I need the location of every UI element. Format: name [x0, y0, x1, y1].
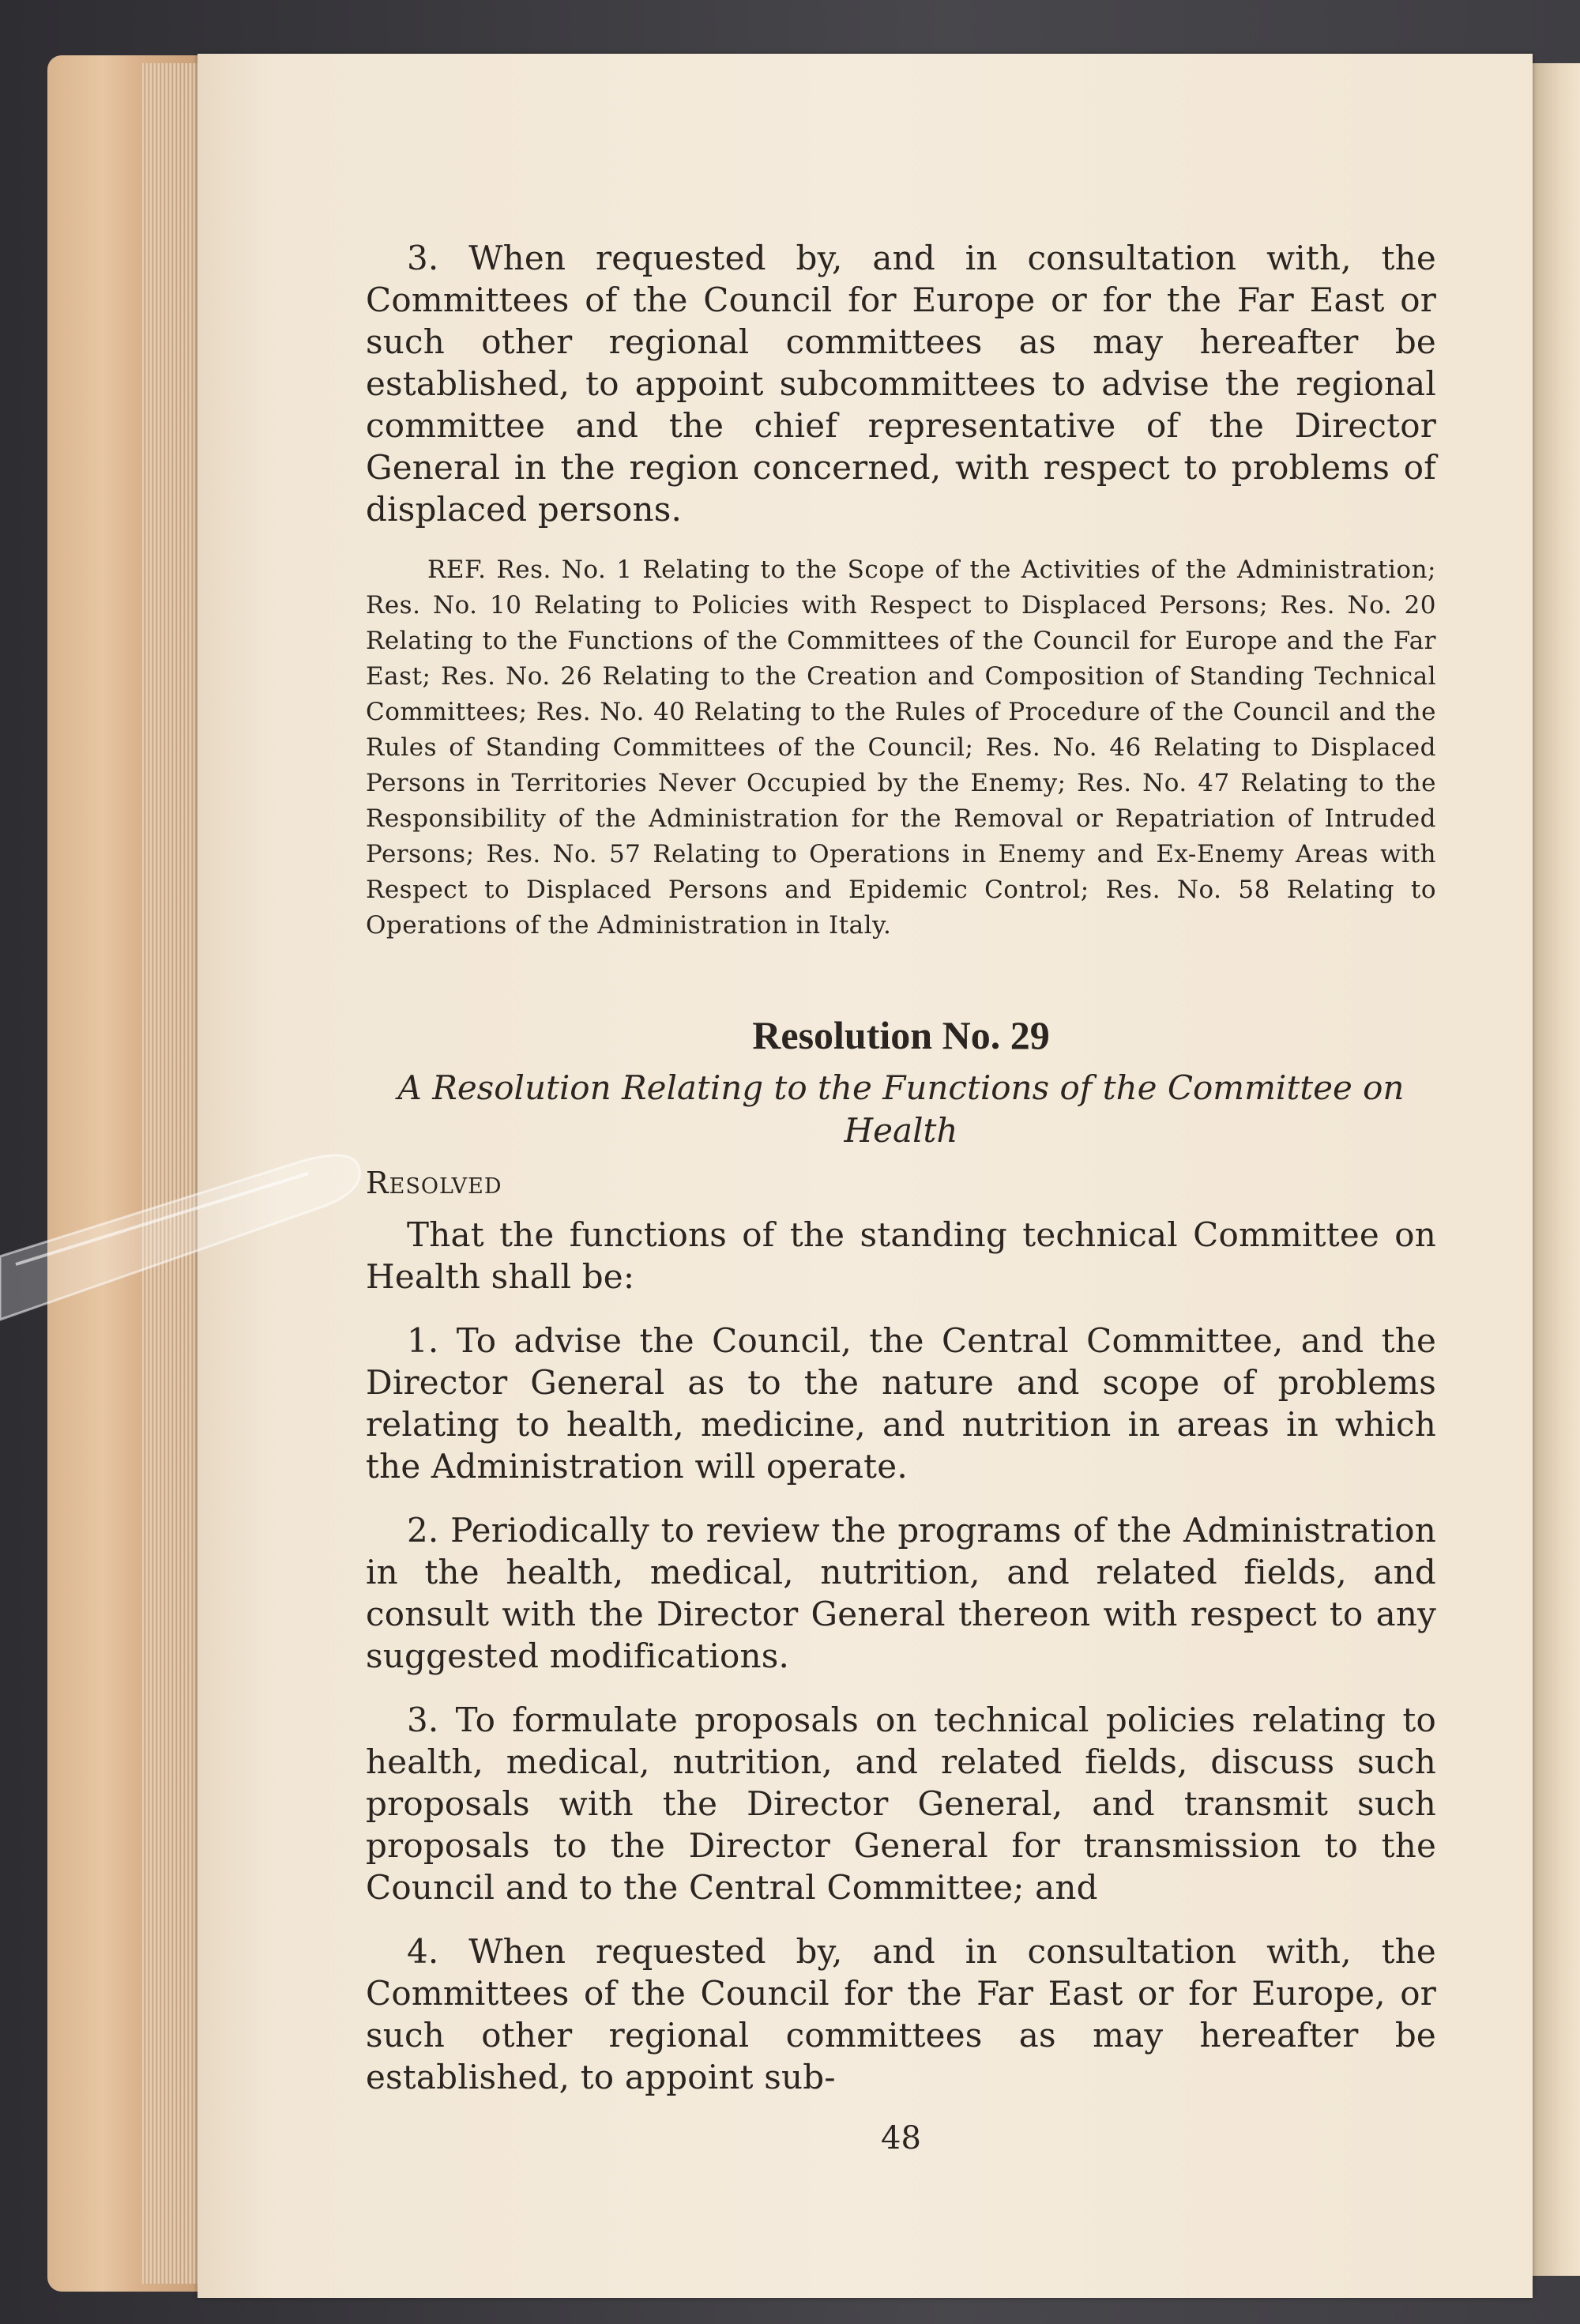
- item-1: 1. To advise the Council, the Central Committee, and the Director General as to the nature and scope of problems relating to health, medicine, and nutrition in areas in which the Administration will operate.: [366, 1321, 1436, 1486]
- item-4: 4. When requested by, and in consultation with, the Committees of the Council for the Far East or for Europe, or such other regional committees as may hereafter be established, to appoint sub-: [366, 1932, 1436, 2096]
- resolution-subtitle: A Resolution Relating to the Functions of the Committee on Health: [397, 1068, 1405, 1150]
- adjacent-page: [1533, 63, 1580, 2276]
- ref-paragraph: REF. Res. No. 1 Relating to the Scope of the Activities of the Administration; Res. No. 10 Relating to Policies with Respect to Displaced Persons; Res. No. 20 Relating to the Functions of the Committees of the Council for Europe and the Far East; Res. No. 26 Relating to the Creation and Composition of Standing Technical Committees; Res. No. 40 Relating to the Rules of Procedure of the Council and the Rules of Standing Committees of the Council; Res. No. 46 Relating to Displaced Persons in Territories Never Occupied by the Enemy; Res. No. 47 Relating to the Responsibility of the Administration for the Removal or Repatriation of Intruded Persons; Res. No. 57 Relating to Operations in Enemy and Ex-Enemy Areas with Respect to Displaced Persons and Epidemic Control; Res. No. 58 Relating to Operations of the Administration in Italy.: [366, 556, 1436, 940]
- page-text: [366, 237, 1436, 2156]
- resolved-heading: Resolved: [366, 1166, 502, 1200]
- item-3: 3. To formulate proposals on technical policies relating to health, medical, nutrition, and related fields, discuss such proposals with the Director General, and transmit such proposals to the Director General for transmission to the Council and to the Central Committee; and: [366, 1701, 1436, 1907]
- intro-paragraph: That the functions of the standing technical Committee on Health shall be:: [366, 1215, 1436, 1296]
- page-edge-lines: [142, 63, 205, 2284]
- book-page-edges: [47, 55, 205, 2292]
- paragraph-3: 3. When requested by, and in consultation with, the Committees of the Council for Europe or for the Far East or such other regional committees as may hereafter be established, to appoint subcommittees to advise the regional committee and the chief representative of the Director General in the region concerned, with respect to problems of displaced persons.: [366, 239, 1436, 529]
- resolution-title: Resolution No. 29: [752, 1013, 1050, 1057]
- page-number: 48: [881, 2120, 921, 2156]
- item-2: 2. Periodically to review the programs of the Administration in the health, medical, nutrition, and related fields, and consult with the Director General thereon with respect to any suggested modifications.: [366, 1511, 1436, 1675]
